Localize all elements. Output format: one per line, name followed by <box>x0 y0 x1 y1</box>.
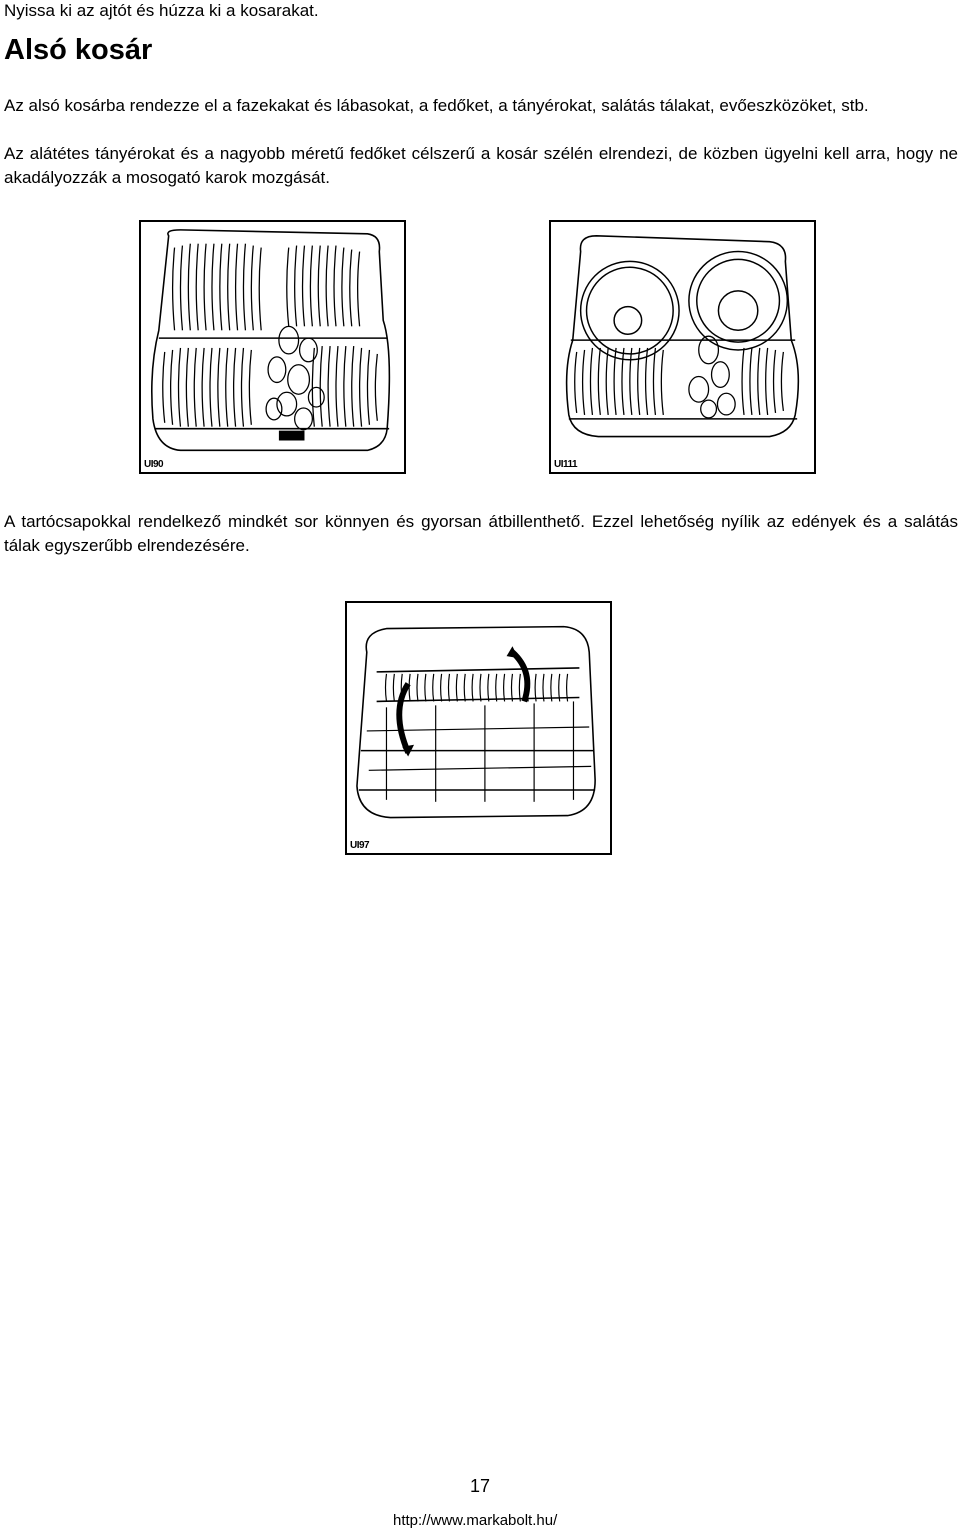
figure-basket-foldable <box>345 601 612 855</box>
footer-url-link[interactable]: http://www.markabolt.hu/ <box>393 1512 558 1529</box>
paragraph-plates-lids: Az alátétes tányérokat és a nagyobb méretű fedőket célszerű a kosár szélén elrendezi, de közben ügyelni kell arra, hogy ne akadályozzák a mosogató karok mozgását. <box>4 144 958 187</box>
figure-label: UI90 <box>144 459 164 470</box>
intro-line: Nyissa ki az ajtót és húzza ki a kosarakat. <box>4 1 319 20</box>
paragraph-foldable-rows: A tartócsapokkal rendelkező mindkét sor könnyen és gyorsan átbillenthető. Ezzel lehetőség nyílik az edények és a salátás tálak egyszerűbb elrendezésére. <box>4 512 958 555</box>
figure-basket-large-plates <box>549 220 816 474</box>
figure-label: UI97 <box>350 840 370 851</box>
figure-label: UI111 <box>554 459 578 470</box>
basket-large-plates-illustration <box>551 222 814 472</box>
basket-foldable-illustration <box>347 603 610 853</box>
section-title: Alsó kosár <box>4 34 153 66</box>
basket-plates-illustration <box>141 222 404 472</box>
paragraph-lower-basket: Az alsó kosárba rendezze el a fazekakat és lábasokat, a fedőket, a tányérokat, salátás tálakat, evőeszközöket, stb. <box>4 96 869 115</box>
figure-basket-plates <box>139 220 406 474</box>
page-number: 17 <box>469 1476 491 1496</box>
